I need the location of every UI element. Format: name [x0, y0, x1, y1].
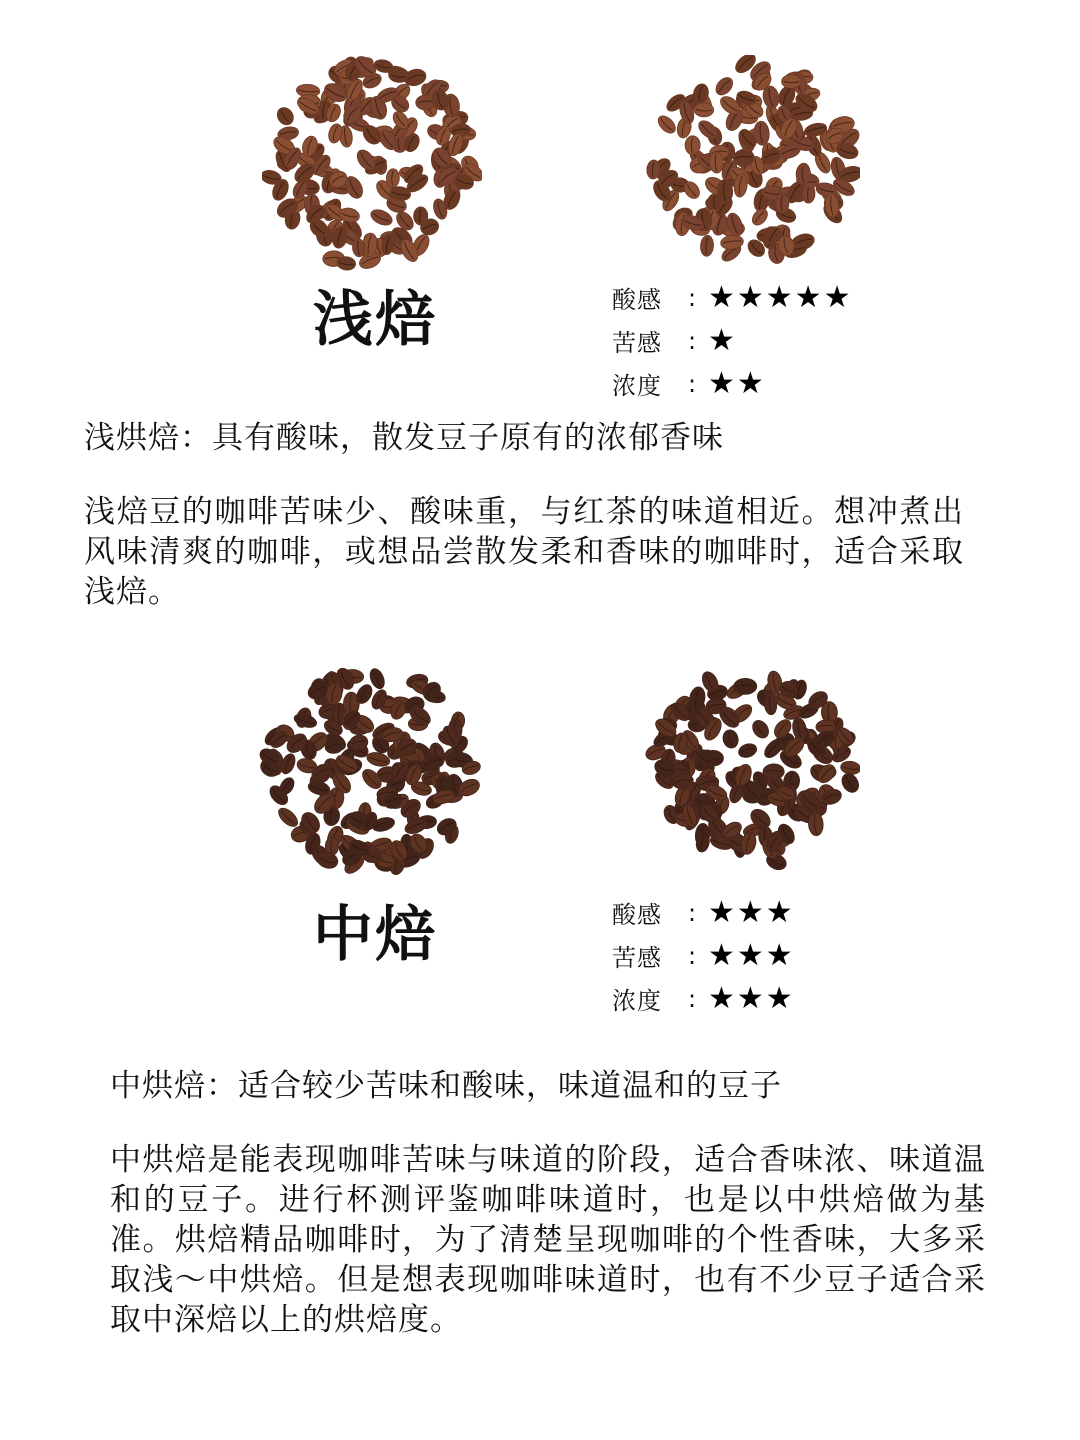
- rating-label: 苦感: [612, 329, 662, 357]
- coffee-bean: [721, 728, 740, 750]
- coffee-bean: [737, 741, 759, 759]
- rating-acidity: [612, 276, 852, 319]
- medium-roast-heading: 中烘焙：适合较少苦味和酸味，味道温和的豆子: [110, 1068, 782, 1104]
- coffee-bean: [749, 717, 771, 741]
- rating-colon: :: [687, 898, 697, 927]
- coffee-bean: [275, 805, 300, 830]
- light-roast-title: 浅焙: [313, 285, 437, 355]
- light-roast-heading: 浅烘焙：具有酸味，散发豆子原有的浓郁香味: [84, 420, 724, 456]
- rating-body: [612, 977, 795, 1020]
- rating-colon: :: [687, 283, 697, 312]
- medium-roast-beans-image-1: [258, 660, 483, 885]
- rating-label: 酸感: [612, 286, 662, 314]
- star-rating: ★★★: [708, 895, 795, 930]
- coffee-bean: [685, 136, 700, 155]
- light-roast-beans-image-2: [645, 55, 860, 270]
- coffee-bean: [781, 74, 801, 88]
- coffee-bean: [733, 678, 756, 694]
- star-rating: ★: [708, 323, 737, 358]
- coffee-bean: [413, 207, 427, 225]
- rating-body: [612, 362, 852, 405]
- star-rating: ★★★: [708, 981, 795, 1016]
- star-rating: ★★★★★: [708, 280, 853, 315]
- rating-label: 酸感: [612, 901, 662, 929]
- rating-colon: :: [687, 326, 697, 355]
- rating-label: 浓度: [612, 372, 662, 400]
- coffee-bean: [749, 206, 770, 228]
- star-rating: ★★: [708, 366, 766, 401]
- coffee-bean: [763, 764, 785, 780]
- rating-colon: :: [687, 369, 697, 398]
- coffee-bean: [386, 168, 400, 187]
- rating-colon: :: [687, 941, 697, 970]
- coffee-bean: [713, 74, 736, 98]
- medium-roast-title: 中焙: [313, 900, 437, 970]
- coffee-bean: [700, 235, 714, 257]
- rating-label: 浓度: [612, 987, 662, 1015]
- medium-roast-ratings: [612, 891, 795, 1020]
- light-roast-ratings: [612, 276, 852, 405]
- coffee-bean: [840, 760, 860, 776]
- rating-bitterness: [612, 319, 852, 362]
- medium-roast-paragraph: 中烘焙是能表现咖啡苦味与味道的阶段，适合香味浓、味道温和的豆子。进行杯测评鉴咖啡味道时，也是以中烘焙做为基准。烘焙精品咖啡时，为了清楚呈现咖啡的个性香味，大多采取浅～中烘焙。但是想表现咖啡味道时，也有不少豆子适合采取中深焙以上的烘焙度。: [110, 1142, 986, 1338]
- coffee-bean: [775, 193, 789, 213]
- light-roast-beans-image-1: [262, 55, 482, 275]
- rating-acidity: [612, 891, 795, 934]
- rating-label: 苦感: [612, 944, 662, 972]
- medium-roast-beans-image-2: [645, 660, 860, 875]
- coffee-bean: [274, 104, 297, 127]
- coffee-bean: [293, 712, 319, 730]
- star-rating: ★★★: [708, 938, 795, 973]
- coffee-bean: [839, 770, 860, 795]
- rating-colon: :: [687, 984, 697, 1013]
- coffee-bean: [655, 113, 679, 137]
- rating-bitterness: [612, 934, 795, 977]
- light-roast-paragraph: 浅焙豆的咖啡苦味少、酸味重，与红茶的味道相近。想冲煮出风味清爽的咖啡，或想品尝散发柔和香味的咖啡时，适合采取浅焙。: [84, 494, 964, 610]
- coffee-bean: [694, 102, 714, 117]
